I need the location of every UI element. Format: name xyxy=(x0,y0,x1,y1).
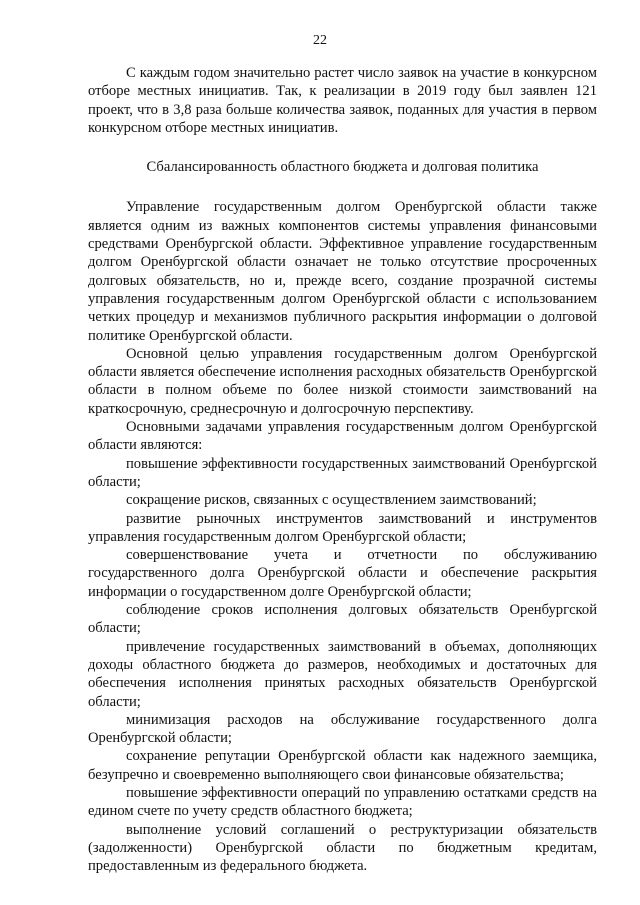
section-paragraph: Управление государственным долгом Оренбургской области также является одним из важных компонентов системы управления финансовыми средствами Оренбургской области. Эффективное управление государственным долгом Оренбургской области означает не только отсутствие просроченных долговых обязательств, но и, прежде всего, создание прозрачной системы управления государственным долгом Оренбургской области с использованием четких процедур и механизмов публичного раскрытия информации о долговой политике Оренбургской области. xyxy=(88,199,597,344)
task-item: сохранение репутации Оренбургской области как надежного заемщика, безупречно и своевременно выполняющего свои финансовые обязательства; xyxy=(88,748,597,783)
task-item: повышение эффективности государственных заимствований Оренбургской области; xyxy=(88,455,597,490)
task-item: выполнение условий соглашений о реструктуризации обязательств (задолженности) Оренбургской области по бюджетным кредитам, предоставленным из федерального бюджета. xyxy=(88,821,597,875)
task-item: совершенствование учета и отчетности по обслуживанию государственного долга Оренбургской области и обеспечение раскрытия информации о государственном долге Оренбургской области; xyxy=(88,547,597,600)
intro-paragraph: С каждым годом значительно растет число заявок на участие в конкурсном отборе местных инициатив. Так, к реализации в 2019 году был заявлен 121 проект, что в 3,8 раза больше количества заявок, поданных для участия в первом конкурсном отборе местных инициатив. xyxy=(88,65,597,136)
task-item: минимизация расходов на обслуживание государственного долга Оренбургской области; xyxy=(88,711,597,747)
task-item: соблюдение сроков исполнения долговых обязательств Оренбургской области; xyxy=(88,602,597,637)
task-item: привлечение государственных заимствований в объемах, дополняющих доходы областного бюджета до размеров, необходимых и достаточных для обеспечения исполнения принятых расходных обязательств Оренбургской области; xyxy=(88,638,597,710)
document-body xyxy=(88,64,597,875)
section-paragraph: Основной целью управления государственным долгом Оренбургской области является обеспечение исполнения расходных обязательств Оренбургской области в полном объеме по более низкой стоимости заимствований на краткосрочную, среднесрочную и долгосрочную перспективу. xyxy=(88,345,597,417)
page-number: 22 xyxy=(313,33,327,48)
task-item: повышение эффективности операций по управлению остатками средств на едином счете по учету средств областного бюджета; xyxy=(88,784,597,820)
section-paragraph: Основными задачами управления государственным долгом Оренбургской области являются: xyxy=(88,419,597,454)
task-item: сокращение рисков, связанных с осуществлением заимствований; xyxy=(126,492,537,509)
section-heading: Сбалансированность областного бюджета и долговая политика xyxy=(146,159,539,176)
task-item: развитие рыночных инструментов заимствований и инструментов управления государственным долгом Оренбургской области; xyxy=(88,510,597,545)
task-list xyxy=(88,455,597,876)
